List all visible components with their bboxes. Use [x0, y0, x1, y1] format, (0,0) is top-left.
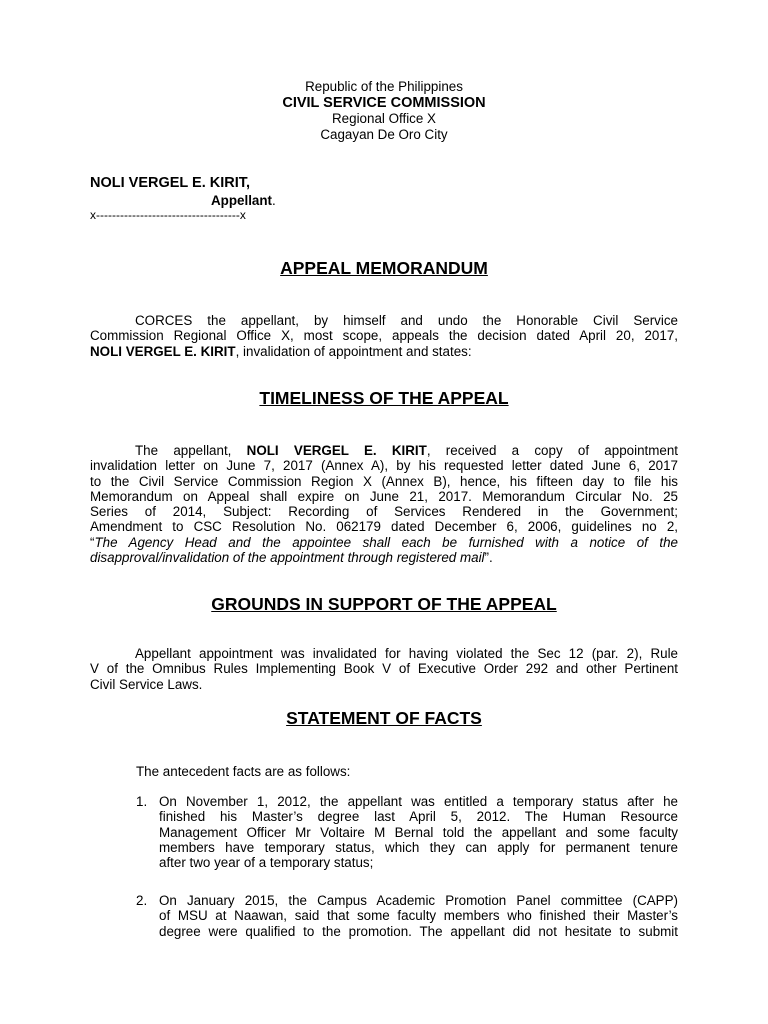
timeliness-line: The appellant, NOLI VERGEL E. KIRIT, received a copy of appointment [135, 443, 679, 458]
grounds-line: Appellant appointment was invalidated for having violated the Sec 12 (par. 2), Rule [135, 646, 678, 661]
intro-line: CORCES the appellant, by himself and undo the Honorable Civil Service [135, 313, 678, 328]
list-item-line: of MSU at Naawan, said that some faculty members who finished their Master’s [159, 908, 678, 924]
grounds-line: V of the Omnibus Rules Implementing Book V of Executive Order 292 and other Pertinent [90, 661, 678, 677]
list-item-line: after two year of a temporary status; [159, 855, 374, 871]
timeliness-line: Series of 2014, Subject: Recording of Services Rendered in the Government; [90, 504, 678, 520]
facts-heading: STATEMENT OF FACTS [286, 708, 482, 728]
timeliness-line: Memorandum on Appeal shall expire on June 21, 2017. Memorandum Circular No. 25 [90, 488, 678, 504]
list-item-line: On November 1, 2012, the appellant was entitled a temporary status after he [159, 794, 678, 809]
list-item-line: On January 2015, the Campus Academic Promotion Panel committee (CAPP) [159, 893, 678, 908]
document-title: APPEAL MEMORANDUM [280, 258, 488, 278]
timeliness-line: Amendment to CSC Resolution No. 062179 dated December 6, 2006, guidelines no 2, [90, 519, 678, 535]
regional-office: Regional Office X [332, 111, 436, 126]
grounds-line: Civil Service Laws. [90, 676, 203, 692]
timeliness-heading: TIMELINESS OF THE APPEAL [259, 388, 509, 408]
caption-separator: x------------------------------------x [90, 208, 246, 222]
list-item-line: Management Officer Mr Voltaire M Bernal told the appellant and some faculty [159, 824, 678, 840]
grounds-paragraph [90, 646, 678, 692]
intro-line: Commission Regional Office X, most scope, appeals the decision dated April 20, 2017, [90, 328, 678, 344]
list-item-line: members have temporary status, which they can apply for permanent tenure [159, 839, 678, 855]
party-name: NOLI VERGEL E. KIRIT, [90, 175, 251, 191]
list-item [159, 893, 678, 939]
timeliness-line: to the Civil Service Commission Region X (Annex B), hence, his fifteen day to file his [90, 473, 678, 489]
list-item-number: 2. [136, 893, 148, 908]
timeliness-line: invalidation letter on June 7, 2017 (Annex A), by his requested letter dated June 6, 2017 [90, 458, 678, 474]
city-line: Cagayan De Oro City [320, 127, 448, 142]
commission-name: CIVIL SERVICE COMMISSION [282, 95, 486, 111]
timeliness-line: “The Agency Head and the appointee shall each be furnished with a notice of the [90, 534, 678, 550]
list-item-number: 1. [136, 794, 148, 809]
list-item-line: finished his Master’s degree last April 5, 2012. The Human Resource [159, 809, 678, 825]
facts-intro: The antecedent facts are as follows: [136, 764, 351, 779]
timeliness-paragraph [90, 443, 678, 565]
timeliness-line: disapproval/invalidation of the appointment through registered mail”. [90, 550, 493, 566]
intro-line: NOLI VERGEL E. KIRIT, invalidation of appointment and states: [90, 343, 472, 359]
republic-line: Republic of the Philippines [305, 79, 463, 94]
grounds-heading: GROUNDS IN SUPPORT OF THE APPEAL [211, 594, 557, 614]
party-role: Appellant. [211, 193, 276, 208]
list-item [159, 794, 678, 870]
list-item-line: degree were qualified to the promotion. The appellant did not hesitate to submit [159, 923, 678, 939]
intro-paragraph [90, 313, 678, 359]
